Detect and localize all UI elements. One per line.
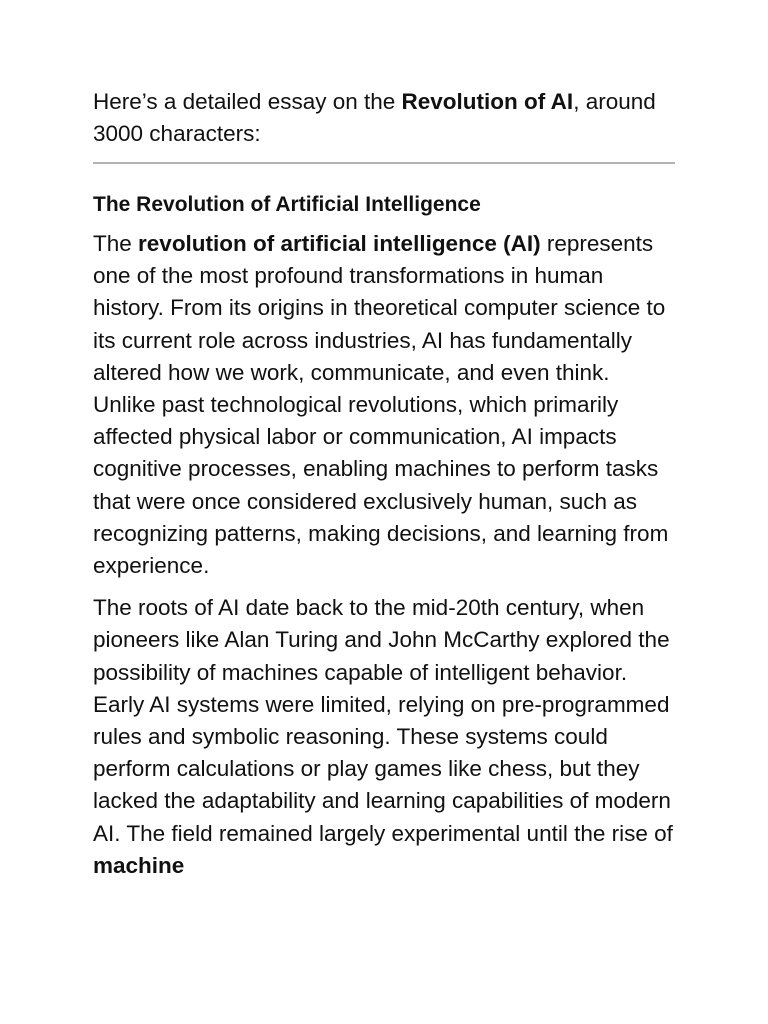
- paragraph-1-bold: revolution of artificial intelligence (AI): [138, 231, 541, 256]
- paragraph-1-tail: represents one of the most profound transformations in human history. From its origins in theoretical computer science to its current role across industries, AI has fundamentally altered how we work, communicate, and even think. Unlike past technological revolutions, which primarily affected physical labor or communication, AI impacts cognitive processes, enabling machines to perform tasks that were once considered exclusively human, such as recognizing patterns, making decisions, and learning from experience.: [93, 231, 669, 579]
- intro-lead: Here’s a detailed essay on the: [93, 89, 402, 114]
- paragraph-2-lead: The roots of AI date back to the mid-20th century, when pioneers like Alan Turing and John McCarthy explored the possibility of machines capable of intelligent behavior. Early AI systems were limited, relying on pre-programmed rules and symbolic reasoning. These systems could perform calculations or play games like chess, but they lacked the adaptability and learning capabilities of modern AI. The field remained largely experimental until the rise of: [93, 595, 673, 846]
- paragraph-1-lead: The: [93, 231, 139, 256]
- document-page: [93, 86, 678, 882]
- intro-bold-topic: Revolution of AI: [401, 89, 574, 114]
- intro-paragraph: [93, 86, 678, 150]
- intro-tail: , around 3000 characters:: [93, 89, 656, 146]
- essay-heading: The Revolution of Artificial Intelligence: [93, 193, 481, 216]
- horizontal-divider: [93, 162, 675, 164]
- paragraph-2-bold: machine: [93, 852, 185, 878]
- essay-paragraph-1: [93, 228, 678, 582]
- essay-paragraph-2: [93, 592, 678, 882]
